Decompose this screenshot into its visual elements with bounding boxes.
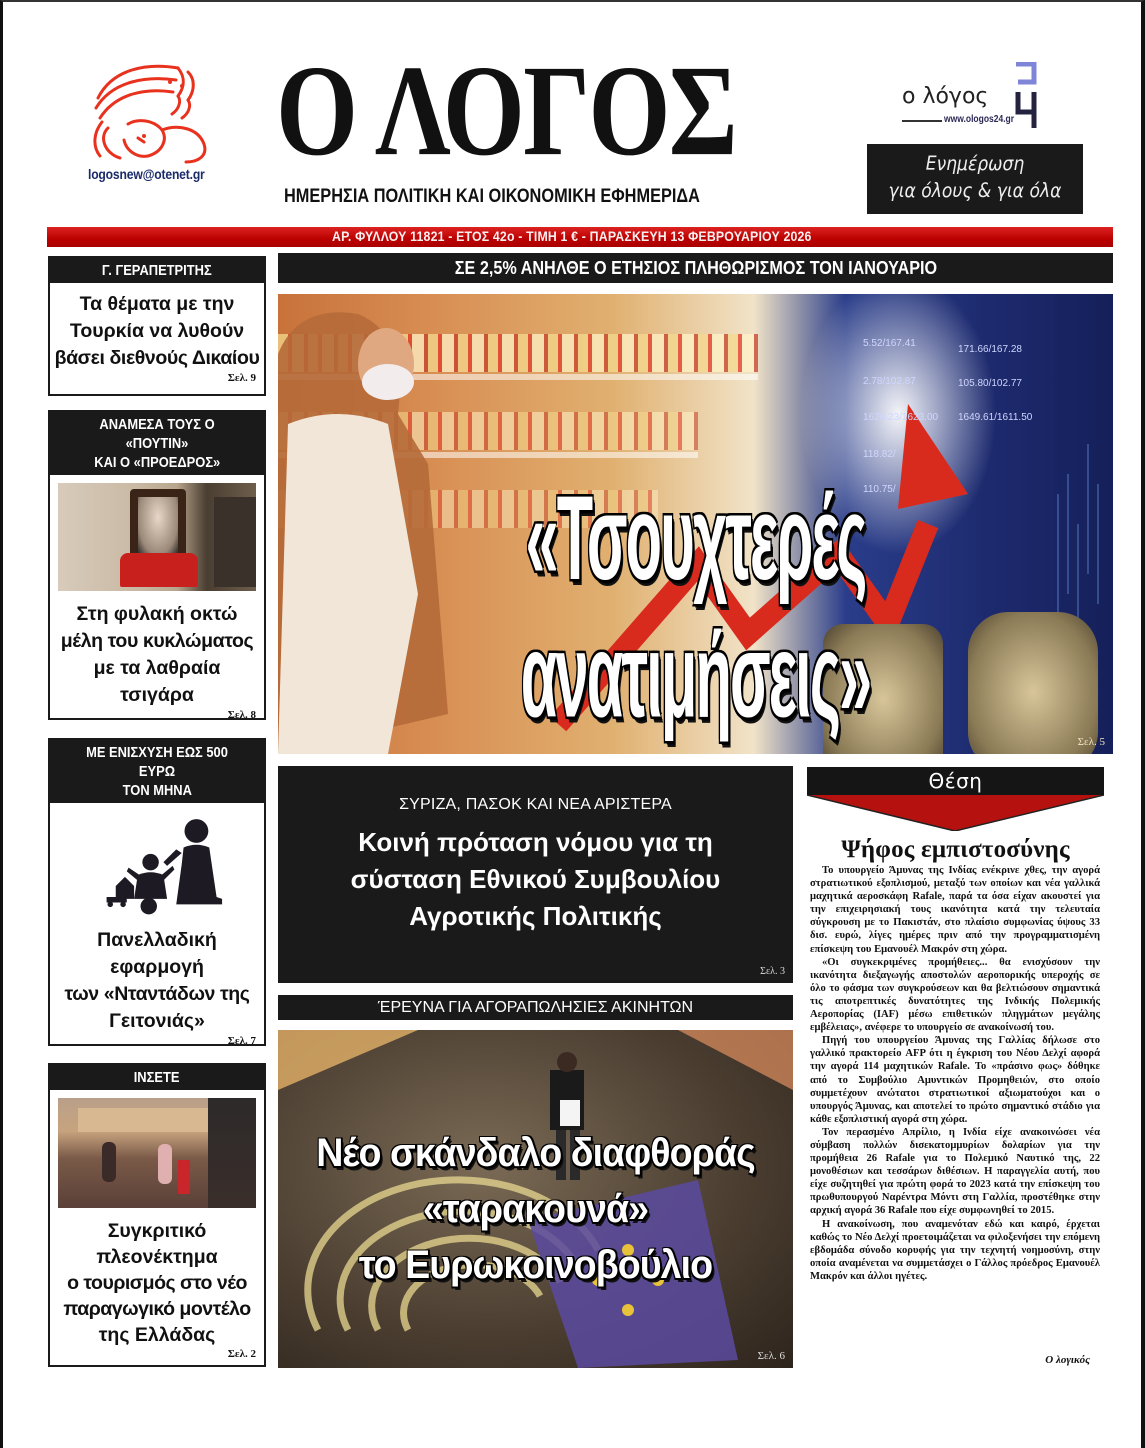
headline-line: με τα λαθραία [93, 657, 221, 679]
editorial-signature: Ο λογικός [1045, 1354, 1090, 1366]
portrait-on-red-chair-photo [58, 483, 256, 591]
editorial-paragraph: Η ανακοίνωση, που αναμενόταν εδώ και καιρό, έρχεται καθώς το Νέο Δελχί προετοιμάζεται να φιλοξενήσει την επόμενη εβδομάδα σύνοδο κορυφής για την τεχνητή νοημοσύνη, στην οποία αναμένεται να συμμετάσχει ο Γάλλος πρόεδρος Εμανουέλ Μακρόν και άλλοι ηγέτες. [810, 1218, 1100, 1282]
editorial-paragraph: Πηγή του υπουργείου Άμυνας της Γαλλίας δήλωσε στο γαλλικό πρακτορείο AFP ότι η έγκριση του Νέου Δελχί αφορά την αγορά 114 μαχητικών Rafale. Το «πράσινο φως» δόθηκε από το Συμβούλιο Αμυντικών Προμηθειών, στο οποίο συμμετέχουν ανώτατοι στρατιωτικοί αξιωματούχοι και ο υπουργός Άμυνας, και αποτελεί το πρώτο σημαντικό στάδιο για κάθε εξοπλιστική αγορά στη χώρα. [810, 1035, 1100, 1125]
story-kicker [50, 740, 264, 803]
story-kicker [278, 995, 793, 1020]
page-ref: Σελ. 5 [1077, 736, 1105, 748]
headline-line: «ταρακουνά» [422, 1187, 649, 1231]
page-ref: Σελ. 2 [227, 1348, 256, 1360]
page-ref: Σελ. 8 [227, 709, 256, 721]
headline-line: βάσει διεθνούς Δικαίου [54, 347, 260, 369]
ologos24-name: ο λόγος [902, 84, 989, 109]
headline-line: Τουρκία να λυθούν [69, 320, 245, 342]
headline-line: τσιγάρα [120, 684, 194, 706]
issue-info-bar [47, 227, 1113, 247]
european-parliament-floor-photo [278, 1030, 793, 1368]
page-ref: Σελ. 6 [757, 1350, 785, 1362]
editorial-section-label: Θέση [807, 767, 1104, 795]
story-kicker [50, 258, 264, 283]
kicker-text: ΣΕ 2,5% ΑΝΗΛΘΕ Ο ΕΤΗΣΙΟΣ ΠΛΗΘΩΡΙΣΜΟΣ ΤΟΝ ΙΑΝΟΥΑΡΙΟ [454, 258, 937, 278]
story-headline [278, 824, 793, 935]
story-kicker [50, 1065, 264, 1090]
headline-line: των «Νταντάδων της [64, 983, 250, 1005]
ticker-value: 1649.61/1611.50 [958, 412, 1033, 423]
headline-line: Τα θέματα με την [79, 293, 235, 315]
nanny-and-child-pictogram [50, 809, 264, 919]
issue-info-text: ΑΡ. ΦΥΛΛΟΥ 11821 - ΕΤΟΣ 42ο - ΤΙΜΗ 1 € - ΠΑΡΑΣΚΕΥΗ 13 ΦΕΒΡΟΥΑΡΙΟΥ 2026 [332, 228, 812, 244]
headline-line: Αγροτικής Πολιτικής [409, 901, 662, 931]
story-headline [50, 591, 264, 709]
ticker-value: 2.78/102.87 [863, 376, 916, 387]
story-headline [50, 919, 264, 1035]
lead-story-headline: «Τσουχτερές ανατιμήσεις» [520, 471, 871, 743]
headline-line: Γειτονιάς» [109, 1010, 205, 1032]
story-headline [50, 283, 264, 372]
story-kicker: ΣΥΡΙΖΑ, ΠΑΣΟΚ ΚΑΙ ΝΕΑ ΑΡΙΣΤΕΡΑ [399, 796, 672, 813]
newspaper-subtitle: ΗΜΕΡΗΣΙΑ ΠΟΛΙΤΙΚΗ ΚΑΙ ΟΙΚΟΝΟΜΙΚΗ ΕΦΗΜΕΡΙΔΑ [284, 186, 700, 207]
kicker-text: ΤΟΝ ΜΗΝΑ [122, 782, 192, 799]
headline-line: ο τουρισμός στο νέο [67, 1272, 247, 1294]
story-kicker [50, 412, 264, 475]
headline-line: μέλη του κυκλώματος [60, 630, 254, 652]
editorial-body [810, 864, 1100, 1283]
ticker-value: 105.80/102.77 [958, 378, 1022, 389]
divider-line [902, 120, 942, 122]
ologos24-logo[interactable] [902, 62, 1062, 134]
syntagma-tourists-photo [58, 1098, 256, 1208]
email-link[interactable]: logosnew@otenet.gr [88, 167, 205, 182]
site-url-link[interactable]: www.ologos24.gr [944, 114, 1015, 125]
page-ref: Σελ. 9 [227, 372, 256, 384]
ticker-value: 1626.23/1623.00 [863, 412, 939, 423]
headline-line: εφαρμογή [110, 956, 204, 978]
page-ref: Σελ. 7 [227, 1035, 256, 1047]
editorial-title: Ψήφος εμπιστοσύνης [841, 836, 1070, 863]
headline-line: Στη φυλακή οκτώ [76, 603, 238, 625]
kicker-text: ΈΡΕΥΝΑ ΓΙΑ ΑΓΟΡΑΠΩΛΗΣΙΕΣ ΑΚΙΝΗΤΩΝ [377, 999, 694, 1016]
page-ref: Σελ. 3 [760, 966, 785, 977]
lead-story-kicker [278, 253, 1113, 283]
sidebar-story-insete-tourism[interactable] [48, 1063, 266, 1367]
euro-coin-stack [968, 612, 1098, 754]
headline-line: Κοινή πρόταση νόμου για τη [358, 827, 713, 857]
ticker-value: 171.66/167.28 [958, 344, 1022, 355]
story-headline [293, 1125, 777, 1293]
editorial-paragraph: Τον περασμένο Απρίλιο, η Ινδία είχε ανακοινώσει νέα σύμβαση πολλών δισεκατομμυρίων δολαρίων για την προμήθεια 26 Rafale για το Πολεμικό Ναυτικό της, 22 μονοθέσιων και τεσσάρων διθέσιων. Η παραγγελία αυτή, που είχε συζητηθεί για πρώτη φορά το 2023 κατά την επίσκεψη του πρωθυπουργού Ναρέντρα Μόντι στη Γαλλία, προστέθηκε στην αρχική αγορά 36 Rafale που είχε συμφωνηθεί το 2015. [810, 1126, 1100, 1217]
kicker-text: ΙΝΣΕΤΕ [134, 1069, 180, 1086]
slogan-box [867, 144, 1083, 214]
headline-line: σύσταση Εθνικού Συμβουλίου [350, 864, 721, 894]
story-headline [50, 1208, 264, 1348]
supermarket-shopper-inflation-photo [278, 294, 1113, 754]
slogan-line: για όλους & για όλα [888, 179, 1062, 202]
kicker-text: ΑΝΑΜΕΣΑ ΤΟΥΣ Ο «ΠΟΥΤΙΝ» [99, 416, 215, 452]
editorial-paragraph: «Οι συγκεκριμένες προμήθειες... θα ενισχύσουν την ικανότητα διεξαγωγής αποστολών αεροπορικής υπεροχής σε όλο το φάσμα των συγκρούσεων και θα βελτιώσουν σημαντικά τις αποτρεπτικές δυνατότητες της Ινδικής Πολεμικής Αεροπορίας (IAF) μέσω επιθετικών πληγμάτων μεγάλης εμβέλειας», ανέφερε το υπουργείο σε ανακοίνωσή του. [810, 956, 1100, 1034]
headline-line: πλεονέκτημα [96, 1246, 218, 1268]
headline-line: το Ευρωκοινοβούλιο [358, 1243, 713, 1287]
kicker-text: ΜΕ ΕΝΙΣΧΥΣΗ ΕΩΣ 500 ΕΥΡΩ [86, 744, 228, 780]
kicker-text: ΚΑΙ Ο «ΠΡΟΕΔΡΟΣ» [94, 454, 220, 471]
sidebar-story-gerapetritis[interactable] [48, 256, 266, 396]
ticker-value: 118.82/ [863, 449, 896, 460]
three-faces-logo-icon [78, 58, 248, 168]
kicker-text: Γ. ΓΕΡΑΠΕΤΡΙΤΗΣ [102, 262, 212, 279]
headline-line: της Ελλάδας [98, 1324, 216, 1346]
headline-line: παραγωγικό μοντέλο [63, 1298, 251, 1320]
headline-line: Πανελλαδική [97, 929, 217, 951]
headline-line: Συγκριτικό [107, 1220, 207, 1242]
ticker-value: 5.52/167.41 [863, 338, 916, 349]
number-24-icon [1010, 62, 1040, 130]
sidebar-story-neighborhood-nannies[interactable] [48, 738, 266, 1046]
headline-line: Νέο σκάνδαλο διαφθοράς [316, 1131, 755, 1175]
agricultural-policy-story[interactable] [278, 766, 793, 983]
sidebar-story-putin-portrait[interactable] [48, 410, 266, 720]
chevron-down-banner-icon [807, 795, 1104, 831]
newspaper-title: Ο ΛΟΓΟΣ [276, 38, 736, 183]
ticker-value: 110.75/ [863, 484, 896, 495]
editorial-paragraph: Το υπουργείο Άμυνας της Ινδίας ενέκρινε χθες, την αγορά στρατιωτικού εξοπλισμού, μεταξύ των οποίων και νέα γαλλικά μαχητικά αεροσκάφη Rafale, παρά τα όσα είχαν ακουστεί για την επιχειρησιακή τους ικανότητα κατά την τελευταία σύγκρουση με το Πακιστάν, στο πλαίσιο συμφωνίας ύψους 33 δισ. ευρώ, λίγες ημέρες πριν από την προγραμματισμένη επίσκεψη του Εμανουέλ Μακρόν στη χώρα. [810, 865, 1100, 955]
slogan-line: Ενημέρωση [925, 152, 1025, 175]
